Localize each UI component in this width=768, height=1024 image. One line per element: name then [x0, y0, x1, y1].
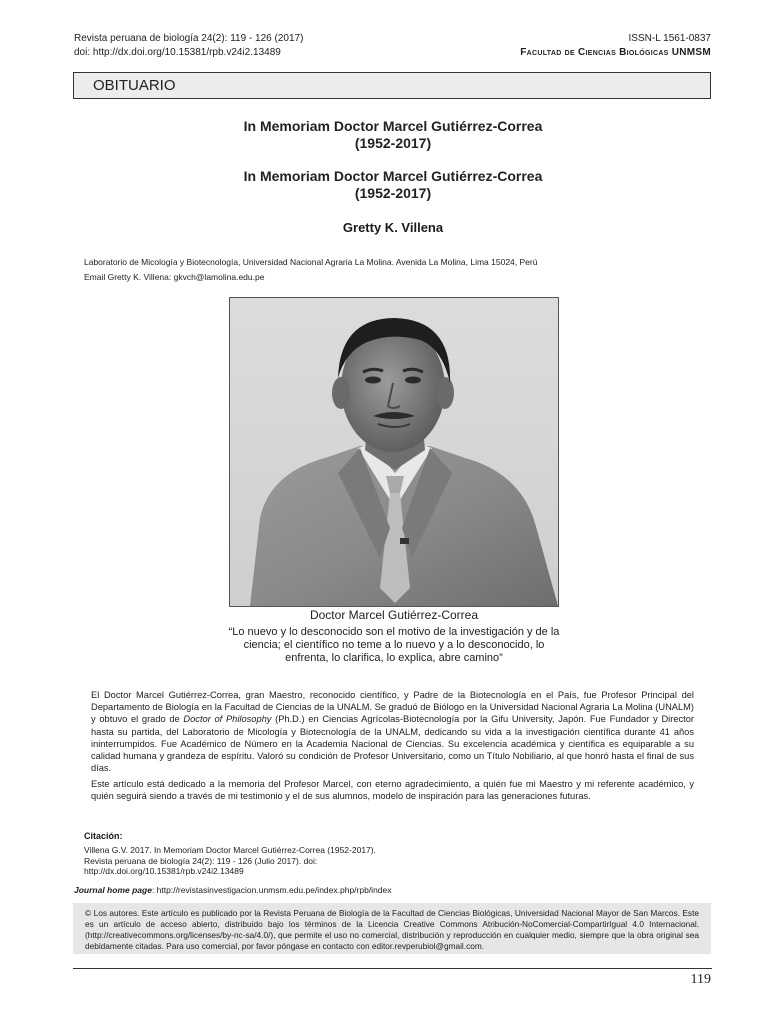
citation-label: Citación:: [84, 831, 123, 841]
body-paragraph-1: [91, 689, 694, 774]
citation-text: Villena G.V. 2017. In Memoriam Doctor Marcel Gutiérrez-Correa (1952-2017). Revista peruana de biología 24(2): 119 - 126 (Julio 2017). doi: http://dx.doi.org/10.15381/rpb.v24i2.13489: [84, 845, 376, 876]
author-name: Gretty K. Villena: [342, 220, 444, 235]
running-header-right: [520, 32, 711, 60]
faculty-name: Facultad de Ciencias Biológicas UNMSM: [520, 47, 711, 58]
title-line: In Memoriam Doctor Marcel Gutiérrez-Correa: [243, 168, 543, 184]
title-spanish: [74, 118, 712, 152]
title-years: (1952-2017): [354, 185, 432, 201]
paragraph-emphasis: Doctor of Philosophy: [183, 714, 272, 725]
journal-home-page: Journal home page: http://revistasinvestigacion.unmsm.edu.pe/index.php/rpb/index: [74, 885, 392, 895]
section-bar: [73, 72, 711, 99]
issn: ISSN-L 1561-0837: [628, 33, 711, 44]
body-paragraph-2: Este artículo está dedicado a la memoria del Profesor Marcel, con eterno agradecimiento, a quién fue mi Maestro y mi referente académico, y quién seguirá siendo a través de mi testimonio y el de sus alumnos, modelo de inspiración para las generaciones futuras.: [91, 779, 694, 802]
paragraph-text: El Doctor Marcel Gutiérrez-Correa, gran Maestro, reconocido científico, y Padre de la Biotecnología en el País, fue Profesor Principal del Departamento de Biología en la Facultad de Ciencias de la UNALM. Se graduó de Biólogo en la Universidad Nacional Agraria La Molina (UNALM) y obtuvo el grado de: [91, 690, 694, 725]
photo-quote: “Lo nuevo y lo desconocido son el motivo de la investigación y de la ciencia; el científico no teme a lo nuevo y a lo desconocido, lo enfrenta, lo clarifica, lo explica, abre camino”: [228, 626, 560, 664]
affiliation-email: Email Gretty K. Villena: gkvch@lamolina.edu.pe: [84, 272, 265, 282]
portrait-illustration: [230, 298, 558, 606]
license-box: © Los autores. Este artículo es publicado por la Revista Peruana de Biología de la Facultad de Ciencias Biológicas, Universidad Nacional Mayor de San Marcos. Este es un artículo de acceso abierto, distribuido bajo los términos de la Licencia Creative Commons Atribución-NoComercial-CompartirIgual 4.0 Internacional.(http://creativecommons.org/licenses/by-nc-sa/4.0/), que permite el uso no comercial, distribución y reproducción en cualquier medio, siempre que la obra original sea debidamente citadas. Para uso comercial, por favor póngase en contacto con editor.revperubiol@gmail.com.: [73, 903, 711, 954]
portrait-photo: [229, 297, 559, 607]
doi-line: doi: http://dx.doi.org/10.15381/rpb.v24i2.13489: [74, 47, 281, 58]
running-header-left: [74, 32, 303, 60]
journal-home-link[interactable]: http://revistasinvestigacion.unmsm.edu.pe/index.php/rpb/index: [156, 885, 392, 895]
title-line: In Memoriam Doctor Marcel Gutiérrez-Correa: [243, 118, 543, 134]
affiliation-address: Laboratorio de Micología y Biotecnología, Universidad Nacional Agraria La Molina. Avenida La Molina, Lima 15024, Perú: [84, 257, 538, 267]
title-english: [74, 168, 712, 202]
footer-rule: [73, 968, 712, 969]
page-number: 119: [690, 972, 711, 987]
journal-home-label: Journal home page: [74, 885, 152, 895]
paragraph-text: (Ph.D.) en Ciencias Agrícolas-Biotecnología por la Gifu University, Japón. Fue Fundador y Director hasta su partida, del Laboratorio de Micología y Biotecnología de la UNALM, dedicando su vida a la investigación científica durante 41 años ininterrumpidos. Fue Académico de Número en la Academia Nacional de Ciencias. Su excelencia académica y científica es equiparable a su calidad humana y grandeza de espíritu. Valoró su condición de Profesor Universitario, como un Título Nobiliario, al que honró hasta el final de sus días.: [91, 714, 694, 774]
journal-citation-line: Revista peruana de biología 24(2): 119 - 126 (2017): [74, 33, 304, 44]
title-years: (1952-2017): [354, 135, 432, 151]
affiliation: [84, 255, 537, 285]
photo-caption: Doctor Marcel Gutiérrez-Correa: [309, 608, 479, 622]
section-label: OBITUARIO: [93, 77, 176, 94]
